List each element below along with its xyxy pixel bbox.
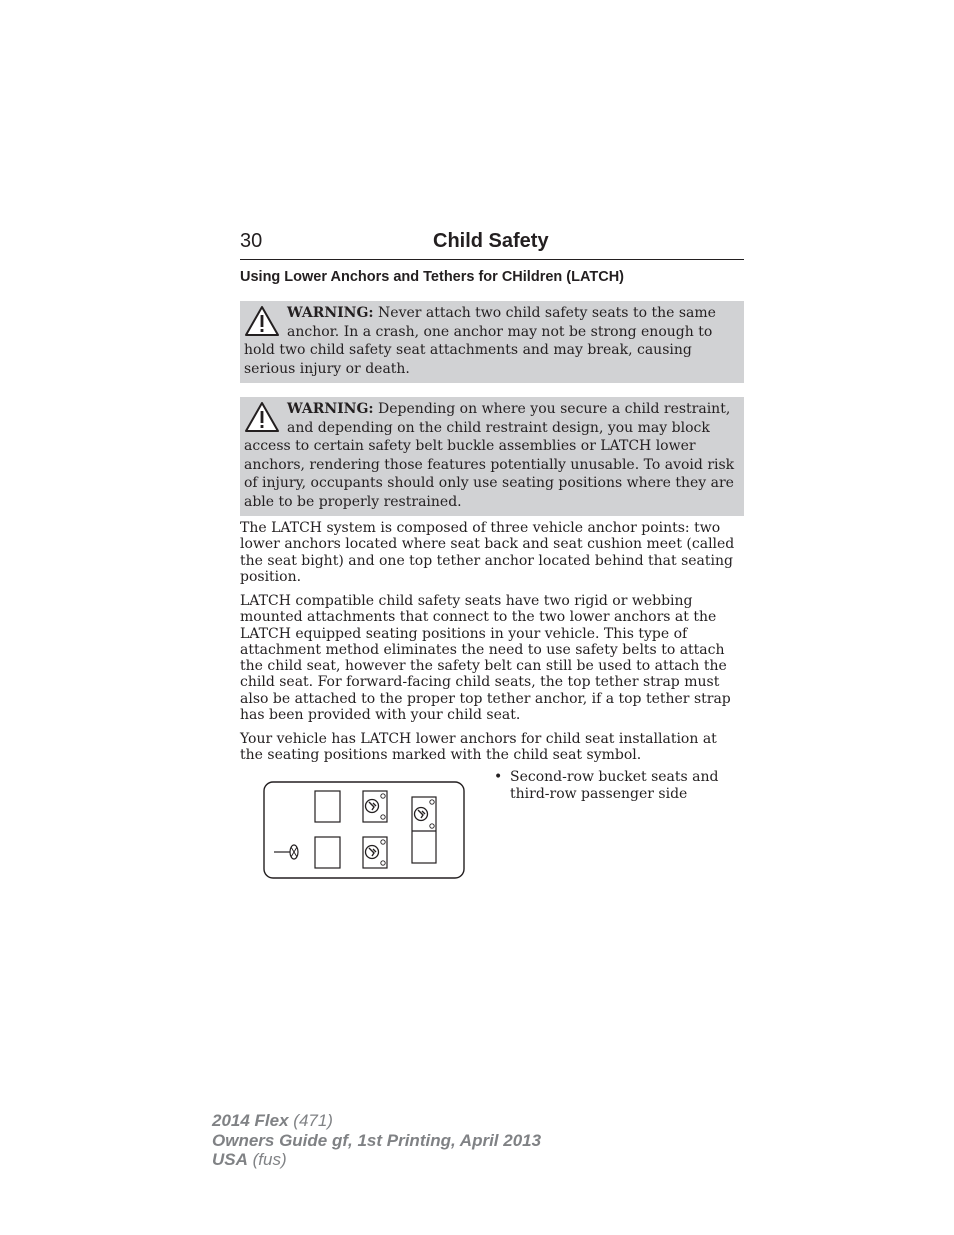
paragraph-latch-positions: Your vehicle has LATCH lower anchors for child seat installation at the seating positions marked with the child seat symbol.: [240, 731, 717, 764]
warning-label: WARNING:: [287, 401, 374, 417]
footer-model-code: (471): [288, 1111, 333, 1130]
warning-text: Depending on where you secure a child restraint, and depending on the child restraint design, you may block access to certain safety belt buckle assemblies or LATCH lower anchors, rendering those features potentially unusable. To avoid risk of injury, occupants should only use seating positions where they are able to be properly restrained.: [244, 401, 735, 510]
footer-guide: Owners Guide gf, 1st Printing, April 2013: [212, 1130, 542, 1150]
warning-triangle-icon: [244, 400, 280, 434]
bullet-item: Second-row bucket seats and third-row passenger side: [510, 769, 719, 802]
seating-diagram: [263, 781, 466, 880]
footer-region: USA: [212, 1150, 248, 1169]
section-title: Using Lower Anchors and Tethers for CHildren (LATCH): [240, 269, 624, 285]
driver-seat: [315, 837, 340, 868]
footer-region-code: (fus): [247, 1150, 287, 1169]
warning-box-2: [240, 397, 744, 516]
bullet-list: [494, 769, 734, 803]
paragraph-latch-seats: LATCH compatible child safety seats have two rigid or webbing mounted attachments that connect to the two lower anchors at the LATCH equipped seating positions in your vehicle. This type of attachment method eliminates the need to use safety belts to attach the child seat, however the safety belt can still be used to attach the child seat. For forward-facing child seats, the top tether strap must also be attached to the proper top tether anchor, if a top tether strap has been provided with your child seat.: [240, 593, 731, 724]
footer-guide-line: [212, 1131, 541, 1151]
warning-text: Never attach two child safety seats to the same anchor. In a crash, one anchor may not be strong enough to hold two child safety seat attachments and may break, causing serious injury or death.: [244, 305, 716, 377]
third-row-passenger-seat-child-seat-icon: [412, 797, 436, 863]
second-row-right-seat-child-seat-icon: [363, 791, 387, 822]
bullet-dot-icon: •: [494, 769, 503, 785]
page-number: 30: [240, 230, 263, 252]
footer-model: 2014 Flex: [212, 1111, 289, 1130]
page-footer: [212, 1111, 541, 1170]
warning-label: WARNING:: [287, 305, 374, 321]
paragraph-latch-system: The LATCH system is composed of three vehicle anchor points: two lower anchors located where seat back and seat cushion meet (called the seat bight) and one top tether anchor located behind that seating position.: [240, 520, 735, 585]
footer-model-line: [212, 1111, 541, 1131]
second-row-left-seat-child-seat-icon: [363, 837, 387, 868]
chapter-title: Child Safety: [433, 230, 549, 252]
warning-box-1: [240, 301, 744, 383]
front-passenger-seat: [315, 791, 340, 822]
warning-triangle-icon: [244, 304, 280, 338]
footer-region-line: [212, 1150, 541, 1170]
page-header: [240, 229, 744, 260]
